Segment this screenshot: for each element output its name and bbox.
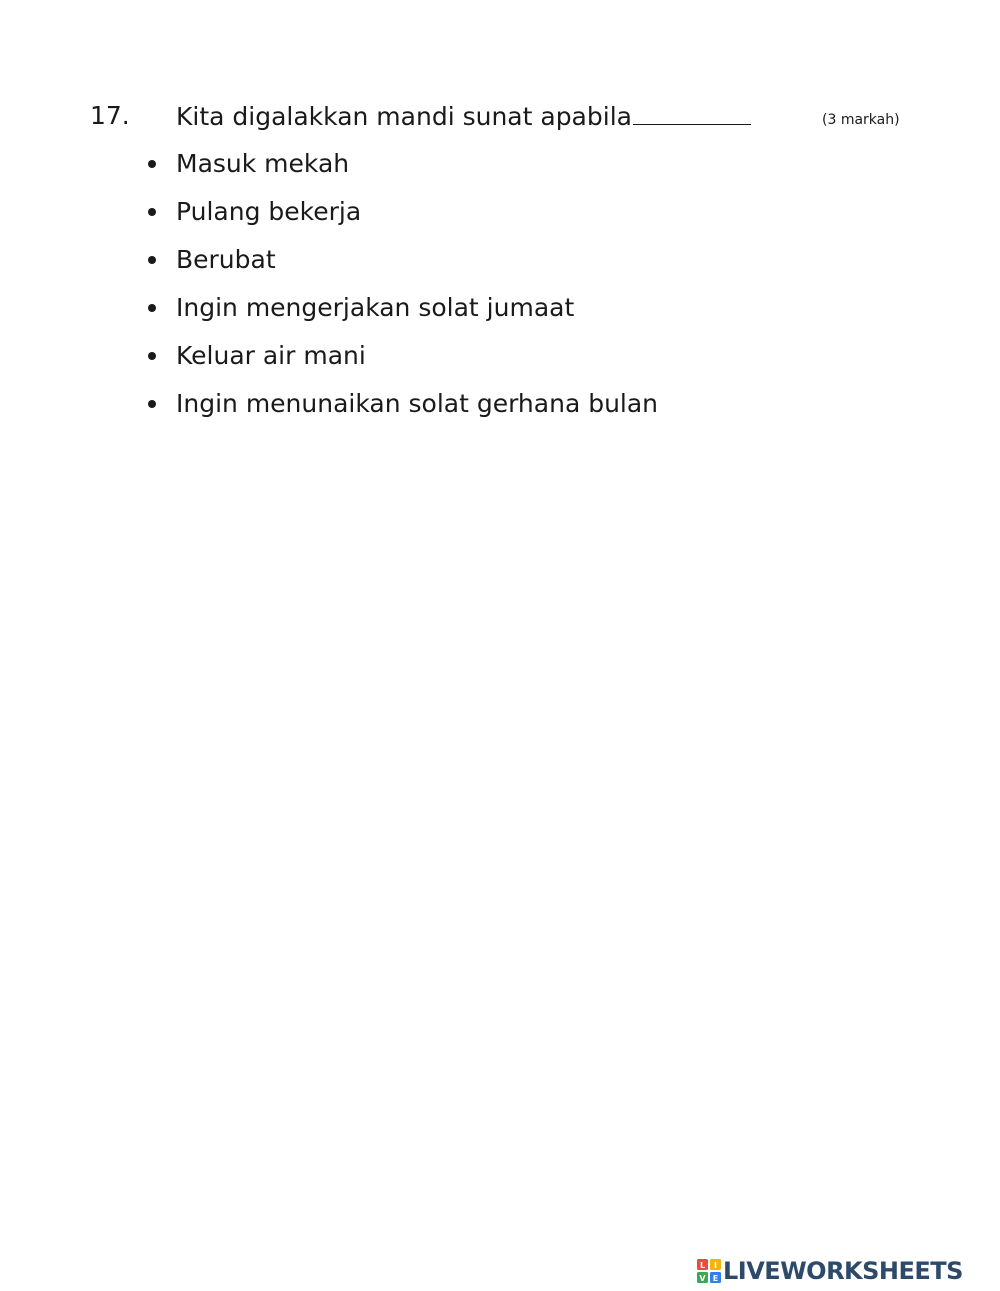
list-item [0, 340, 1000, 388]
bullet-icon [148, 256, 156, 264]
question-text: Kita digalakkan mandi sunat apabila [176, 102, 632, 131]
marks-label: (3 markah) [822, 112, 900, 128]
bullet-icon [148, 160, 156, 168]
option-text: Pulang bekerja [176, 197, 362, 226]
answer-options-list [0, 148, 1000, 436]
list-item [0, 388, 1000, 436]
list-item [0, 148, 1000, 196]
option-text: Berubat [176, 245, 276, 274]
list-item [0, 292, 1000, 340]
question-number: 17. [90, 101, 130, 130]
list-item [0, 244, 1000, 292]
liveworksheets-logo [697, 1256, 963, 1286]
liveworksheets-logo-mark-icon [697, 1259, 721, 1283]
option-text: Keluar air mani [176, 341, 366, 370]
bullet-icon [148, 304, 156, 312]
answer-blank-line[interactable] [633, 100, 751, 125]
bullet-icon [148, 208, 156, 216]
bullet-icon [148, 352, 156, 360]
list-item [0, 196, 1000, 244]
svg-text:I: I [714, 1260, 717, 1270]
option-text: Ingin mengerjakan solat jumaat [176, 293, 575, 322]
option-text: Masuk mekah [176, 149, 350, 178]
question-prompt [176, 100, 751, 133]
logo-text: LIVEWORKSHEETS [723, 1257, 963, 1285]
svg-text:V: V [699, 1273, 706, 1283]
option-text: Ingin menunaikan solat gerhana bulan [176, 389, 659, 418]
svg-text:E: E [712, 1273, 719, 1283]
svg-text:L: L [699, 1260, 706, 1270]
bullet-icon [148, 400, 156, 408]
